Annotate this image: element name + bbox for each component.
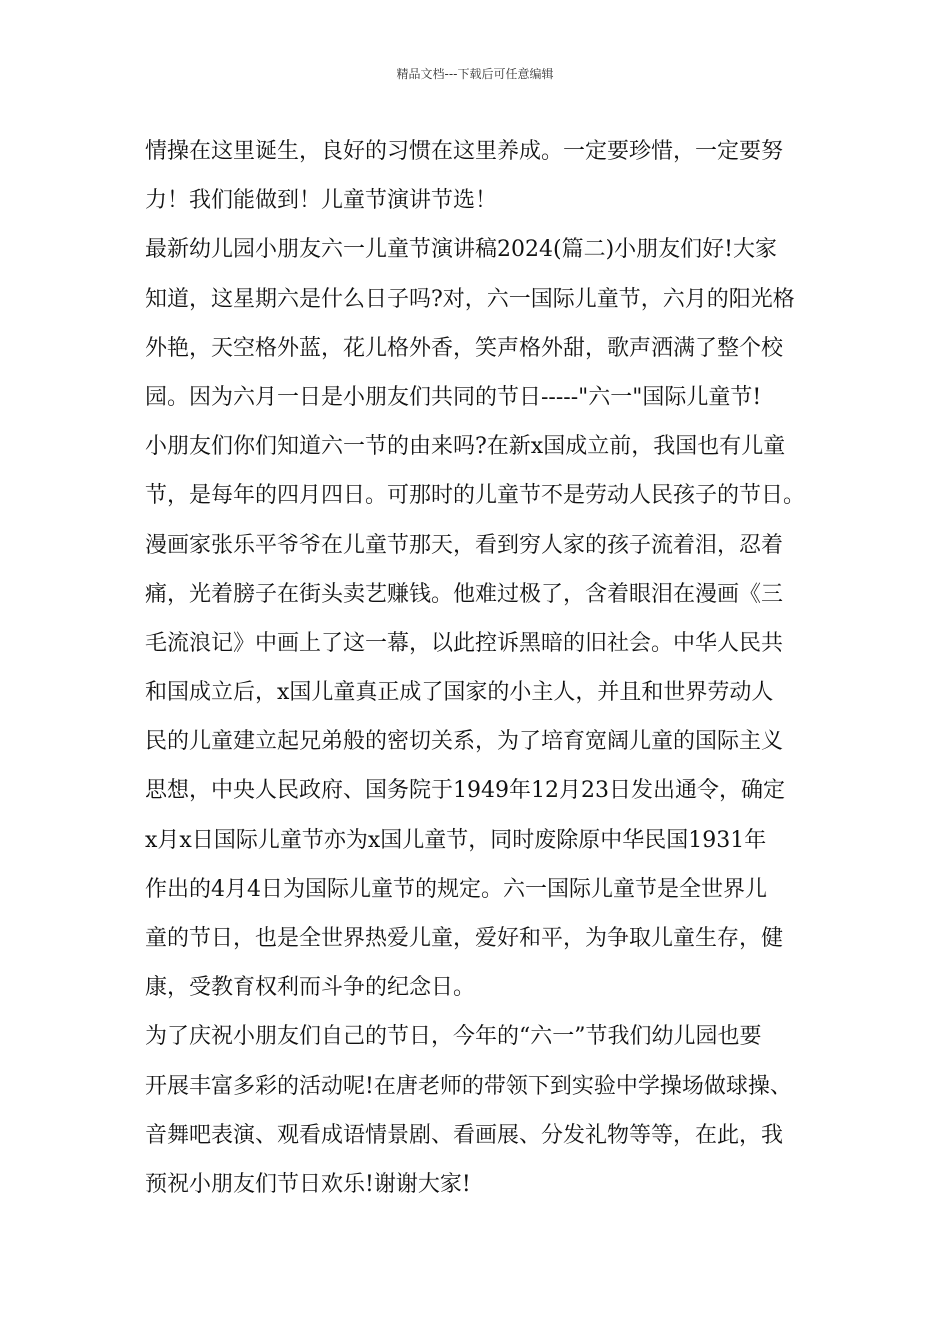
text-line: 知道，这星期六是什么日子吗?对，六一国际儿童节，六月的阳光格	[145, 286, 795, 312]
text-line: 力！我们能做到！儿童节演讲节选！	[145, 188, 498, 214]
text-line: 预祝小朋友们节日欢乐!谢谢大家!	[145, 1171, 471, 1197]
text-line: 音舞吧表演、观看成语情景剧、看画展、分发礼物等等，在此，我	[145, 1122, 784, 1148]
text-line: 情操在这里诞生，良好的习惯在这里养成。一定要珍惜，一定要努	[145, 139, 784, 164]
text-line: x月x日国际儿童节亦为x国儿童节，同时废除原中华民国1931年	[145, 827, 767, 853]
text-line: 作出的4月4日为国际儿童节的规定。六一国际儿童节是全世界儿	[145, 876, 767, 902]
text-line: 毛流浪记》中画上了这一幕，以此控诉黑暗的旧社会。中华人民共	[145, 630, 784, 656]
text-line: 康，受教育权利而斗争的纪念日。	[145, 975, 476, 1001]
document-body	[145, 127, 835, 1209]
text-line: 民的儿童建立起兄弟般的密切关系，为了培育宽阔儿童的国际主义	[145, 729, 784, 755]
page-header: 精品文档---下载后可任意编辑	[396, 67, 554, 81]
text-line: 节，是每年的四月四日。可那时的儿童节不是劳动人民孩子的节日。	[145, 483, 806, 509]
text-line: 漫画家张乐平爷爷在儿童节那天，看到穷人家的孩子流着泪，忍着	[145, 532, 784, 558]
text-line: 和国成立后，x国儿童真正成了国家的小主人，并且和世界劳动人	[145, 680, 774, 706]
text-line: 为了庆祝小朋友们自己的节日，今年的“六一”节我们幼儿园也要	[145, 1024, 762, 1050]
text-line: 最新幼儿园小朋友六一儿童节演讲稿2024(篇二)小朋友们好!大家	[145, 237, 777, 263]
text-line: 童的节日，也是全世界热爱儿童，爱好和平，为争取儿童生存，健	[145, 926, 784, 951]
text-line: 开展丰富多彩的活动呢!在唐老师的带领下到实验中学操场做球操、	[145, 1073, 792, 1099]
text-line: 小朋友们你们知道六一节的由来吗?在新x国成立前，我国也有儿童	[145, 434, 786, 460]
text-line: 园。因为六月一日是小朋友们共同的节日-----"六一"国际儿童节!	[145, 384, 762, 410]
text-line: 外艳，天空格外蓝，花儿格外香，笑声格外甜，歌声洒满了整个校	[145, 335, 784, 361]
text-line: 痛，光着膀子在街头卖艺赚钱。他难过极了，含着眼泪在漫画《三	[145, 581, 784, 607]
text-line: 思想，中央人民政府、国务院于1949年12月23日发出通令，确定	[145, 778, 785, 804]
